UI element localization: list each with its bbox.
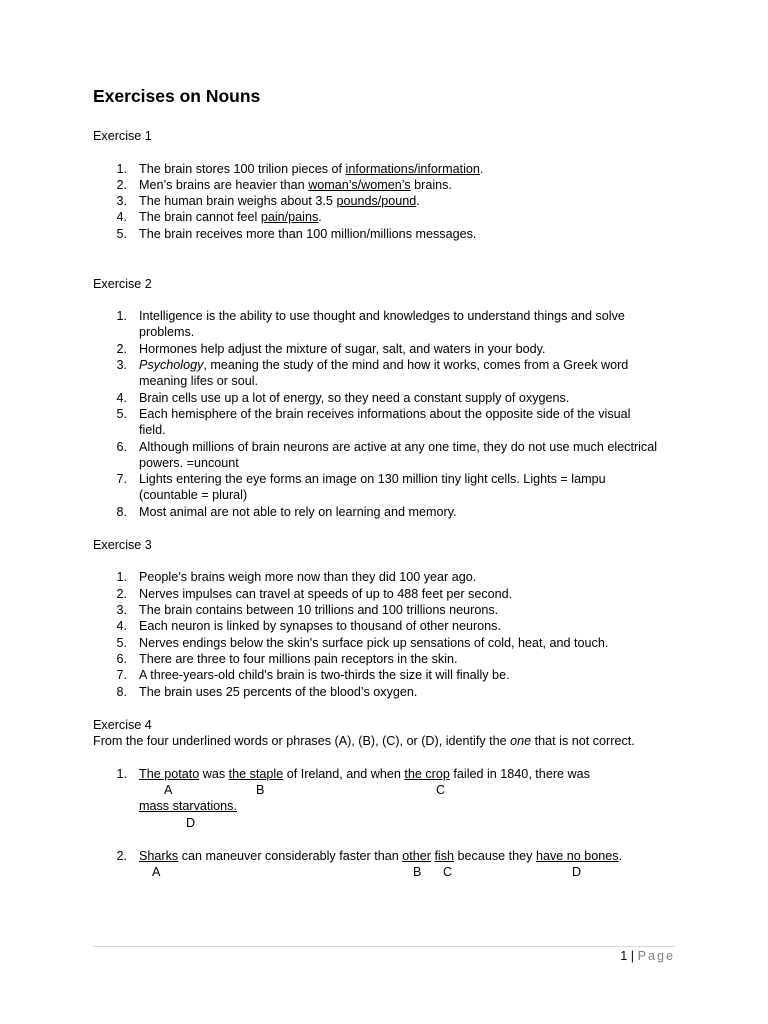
choice-c: fish: [434, 849, 455, 863]
list-number: 7.: [116, 668, 127, 682]
list-number: 2.: [116, 587, 127, 601]
list-number: 4.: [116, 391, 127, 405]
list-number: 4.: [116, 619, 127, 633]
list-item: The brain stores 100 trilion pieces of informations/information.: [139, 162, 484, 176]
list-item: Nerves impulses can travel at speeds of up to 488 feet per second.: [139, 587, 513, 601]
list-number: 2.: [116, 342, 127, 356]
list-number: 5.: [116, 227, 127, 241]
list-item: Intelligence is the ability to use thought and knowledges to understand things and solve problems.: [139, 309, 625, 340]
choice-d: have no bones: [535, 849, 619, 863]
document-title: Exercises on Nouns: [93, 86, 261, 106]
choice-d: mass starvations.: [139, 799, 237, 813]
choice-label: C: [436, 783, 446, 797]
choice-b: other: [402, 849, 431, 863]
list-number: 2.: [116, 849, 127, 863]
choice-a: The potato: [139, 767, 200, 781]
footer-divider: [93, 946, 675, 947]
list-item: Brain cells use up a lot of energy, so they need a constant supply of oxygens.: [139, 391, 570, 405]
list-number: 8.: [116, 685, 127, 699]
list-number: 3.: [116, 603, 127, 617]
choice-label: B: [256, 783, 265, 797]
question-sentence: Sharks can maneuver considerably faster than other fish because they have no bones.: [139, 849, 623, 863]
exercise-1-heading: Exercise 1: [93, 129, 152, 143]
choice-label: D: [186, 816, 196, 830]
list-item: Psychology, meaning the study of the mind and how it works, comes from a Greek word meaning lifes or soul.: [139, 358, 629, 389]
underlined-choice: woman’s/women’s: [308, 178, 411, 192]
list-number: 4.: [116, 210, 127, 224]
underlined-choice: pain/pains: [260, 210, 319, 224]
choice-b: the staple: [228, 767, 284, 781]
list-item: The brain contains between 10 trillions and 100 trillions neurons.: [139, 603, 499, 617]
list-number: 3.: [116, 358, 127, 372]
list-item: Most animal are not able to rely on learning and memory.: [139, 505, 457, 519]
exercise-4-instructions: From the four underlined words or phrases (A), (B), (C), or (D), identify the one that is not correct.: [93, 734, 635, 748]
choice-label: A: [164, 783, 173, 797]
list-number: 6.: [116, 440, 127, 454]
list-number: 5.: [116, 407, 127, 421]
underlined-choice: informations/information: [345, 162, 480, 176]
list-item: Lights entering the eye forms an image on 130 million tiny light cells. Lights = lampu (countable = plural): [139, 472, 606, 503]
choice-a: Sharks: [139, 849, 179, 863]
list-number: 7.: [116, 472, 127, 486]
list-item: People’s brains weigh more now than they did 100 year ago.: [139, 570, 477, 584]
list-item: There are three to four millions pain receptors in the skin.: [139, 652, 458, 666]
question-sentence: The potato was the staple of Ireland, and when the crop failed in 1840, there was: [139, 767, 590, 781]
list-number: 3.: [116, 194, 127, 208]
footer-separator: |: [627, 949, 638, 963]
list-number: 5.: [116, 636, 127, 650]
exercise-3-heading: Exercise 3: [93, 538, 152, 552]
list-item: Hormones help adjust the mixture of sugar, salt, and waters in your body.: [139, 342, 546, 356]
list-item: The brain receives more than 100 million/millions messages.: [139, 227, 477, 241]
list-number: 2.: [116, 178, 127, 192]
list-item: A three-years-old child's brain is two-thirds the size it will finally be.: [139, 668, 510, 682]
list-number: 6.: [116, 652, 127, 666]
choice-c: the crop: [404, 767, 450, 781]
question-sentence-continued: [139, 798, 659, 814]
list-number: 1.: [116, 570, 127, 584]
list-item: Nerves endings below the skin's surface pick up sensations of cold, heat, and touch.: [139, 636, 609, 650]
page-number: 1: [620, 949, 628, 963]
exercise-2-heading: Exercise 2: [93, 277, 152, 291]
page-footer: [620, 948, 675, 964]
page-label: Page: [637, 949, 675, 963]
list-item: Although millions of brain neurons are active at any one time, they do not use much electrical powers. =uncount: [139, 440, 658, 471]
choice-label: A: [152, 865, 161, 879]
list-number: 1.: [116, 309, 127, 323]
exercise-4-heading: Exercise 4: [93, 718, 152, 732]
list-number: 1.: [116, 767, 127, 781]
choice-label: C: [443, 865, 453, 879]
list-item: Each hemisphere of the brain receives informations about the opposite side of the visual field.: [139, 407, 631, 438]
underlined-choice: pounds/pound: [336, 194, 417, 208]
choice-label: D: [572, 865, 582, 879]
list-item: The brain uses 25 percents of the blood’s oxygen.: [139, 685, 418, 699]
choice-label: B: [413, 865, 422, 879]
list-item: The brain cannot feel pain/pains.: [139, 210, 322, 224]
list-number: 1.: [116, 162, 127, 176]
list-number: 8.: [116, 505, 127, 519]
list-item: The human brain weighs about 3.5 pounds/pound.: [139, 194, 420, 208]
list-item: Each neuron is linked by synapses to thousand of other neurons.: [139, 619, 501, 633]
list-item: Men’s brains are heavier than woman’s/women’s brains.: [139, 178, 452, 192]
